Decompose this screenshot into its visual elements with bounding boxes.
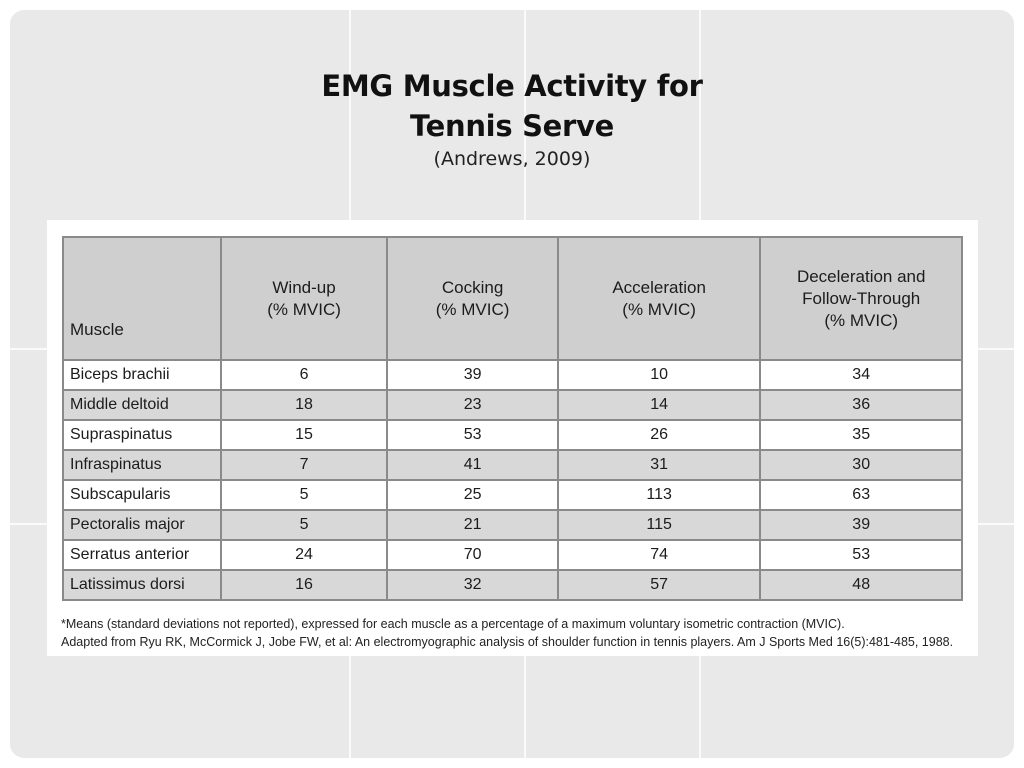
header-deceleration-label-1: Deceleration and — [796, 266, 926, 286]
cell-acceleration: 115 — [558, 510, 761, 540]
cell-deceleration: 36 — [760, 390, 962, 420]
cell-deceleration: 39 — [760, 510, 962, 540]
header-muscle — [63, 237, 221, 360]
cell-muscle: Biceps brachii — [63, 360, 221, 390]
footnote-line-2: Adapted from Ryu RK, McCormick J, Jobe FW, et al: An electromyographic analysis of shoulder function in tennis players. Am J Sports Med 16(5):481-485, 1988. — [61, 635, 954, 649]
header-muscle-label: Muscle — [70, 320, 124, 339]
cell-windup: 7 — [221, 450, 388, 480]
slide-title-line-1: EMG Muscle Activity for — [321, 69, 703, 103]
header-windup — [221, 237, 388, 360]
cell-muscle: Serratus anterior — [63, 540, 221, 570]
cell-muscle: Latissimus dorsi — [63, 570, 221, 600]
cell-acceleration: 31 — [558, 450, 761, 480]
table-row — [63, 420, 962, 450]
cell-acceleration: 113 — [558, 480, 761, 510]
footnote-line-1: *Means (standard deviations not reported), expressed for each muscle as a percentage of a maximum voluntary isometric contraction (MVIC). — [61, 617, 845, 631]
cell-deceleration: 34 — [760, 360, 962, 390]
cell-acceleration: 57 — [558, 570, 761, 600]
cell-cocking: 70 — [387, 540, 558, 570]
header-cocking — [387, 237, 558, 360]
table-row — [63, 360, 962, 390]
header-deceleration — [760, 237, 962, 360]
table-header-row — [63, 237, 962, 360]
cell-deceleration: 53 — [760, 540, 962, 570]
emg-table — [62, 236, 963, 601]
cell-acceleration: 10 — [558, 360, 761, 390]
cell-windup: 16 — [221, 570, 388, 600]
title-block — [0, 66, 1024, 172]
cell-cocking: 25 — [387, 480, 558, 510]
cell-windup: 15 — [221, 420, 388, 450]
cell-cocking: 32 — [387, 570, 558, 600]
cell-cocking: 23 — [387, 390, 558, 420]
header-deceleration-label-2: Follow-Through — [802, 288, 921, 308]
table-row — [63, 570, 962, 600]
cell-windup: 24 — [221, 540, 388, 570]
cell-muscle: Infraspinatus — [63, 450, 221, 480]
table-row — [63, 510, 962, 540]
slide-subtitle: (Andrews, 2009) — [433, 148, 591, 170]
cell-windup: 5 — [221, 480, 388, 510]
header-windup-unit: (% MVIC) — [267, 299, 341, 319]
cell-cocking: 21 — [387, 510, 558, 540]
header-acceleration — [558, 237, 761, 360]
cell-muscle: Pectoralis major — [63, 510, 221, 540]
header-cocking-label: Cocking — [441, 277, 504, 297]
cell-acceleration: 26 — [558, 420, 761, 450]
cell-muscle: Middle deltoid — [63, 390, 221, 420]
cell-cocking: 53 — [387, 420, 558, 450]
table-image — [47, 220, 978, 656]
cell-muscle: Supraspinatus — [63, 420, 221, 450]
header-cocking-unit: (% MVIC) — [435, 299, 510, 319]
cell-acceleration: 74 — [558, 540, 761, 570]
table-row — [63, 450, 962, 480]
header-deceleration-unit: (% MVIC) — [824, 310, 899, 330]
cell-deceleration: 63 — [760, 480, 962, 510]
table-row — [63, 480, 962, 510]
cell-deceleration: 48 — [760, 570, 962, 600]
cell-windup: 6 — [221, 360, 388, 390]
cell-windup: 5 — [221, 510, 388, 540]
header-acceleration-unit: (% MVIC) — [622, 299, 696, 319]
cell-deceleration: 35 — [760, 420, 962, 450]
cell-cocking: 41 — [387, 450, 558, 480]
slide-title-line-2: Tennis Serve — [409, 109, 615, 143]
cell-acceleration: 14 — [558, 390, 761, 420]
cell-cocking: 39 — [387, 360, 558, 390]
table-row — [63, 540, 962, 570]
cell-windup: 18 — [221, 390, 388, 420]
table-footnote — [61, 615, 966, 651]
header-acceleration-label: Acceleration — [612, 277, 706, 297]
table-row — [63, 390, 962, 420]
header-windup-label: Wind-up — [272, 277, 336, 297]
cell-muscle: Subscapularis — [63, 480, 221, 510]
cell-deceleration: 30 — [760, 450, 962, 480]
